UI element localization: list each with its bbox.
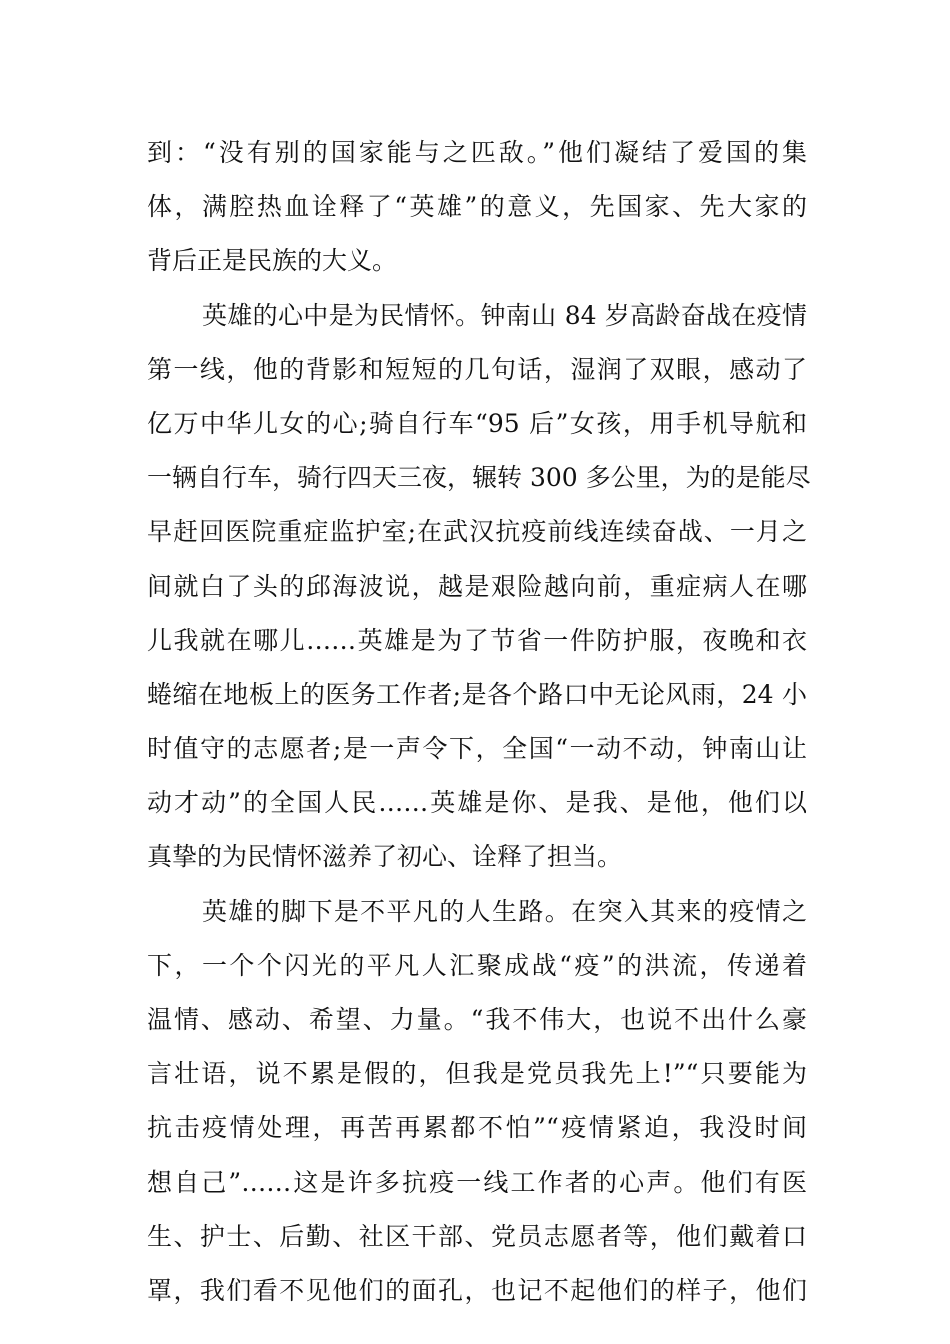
- text-line: 儿我就在哪儿……英雄是为了节省一件防护服，夜晚和衣: [147, 625, 807, 655]
- text-line: 早赶回医院重症监护室;在武汉抗疫前线连续奋战、一月之: [147, 517, 807, 547]
- paragraph-first-line: 英雄的心中是为民情怀。钟南山 84 岁高龄奋战在疫情: [202, 300, 807, 330]
- text-line: 亿万中华儿女的心;骑自行车“95 后”女孩，用手机导航和: [147, 408, 807, 438]
- text-line: 一辆自行车，骑行四天三夜，辗转 300 多公里，为的是能尽: [147, 463, 811, 493]
- text-line: 蜷缩在地板上的医务工作者;是各个路口中无论风雨，24 小: [147, 679, 807, 709]
- text-line: 罩，我们看不见他们的面孔，也记不起他们的样子，他们: [147, 1275, 807, 1305]
- text-line: 动才动”的全国人民……英雄是你、是我、是他，他们以: [147, 788, 807, 818]
- text-line: 体，满腔热血诠释了“英雄”的意义，先国家、先大家的: [147, 192, 807, 222]
- text-line: 下，一个个闪光的平凡人汇聚成战“疫”的洪流，传递着: [147, 950, 807, 980]
- text-line: 第一线，他的背影和短短的几句话，湿润了双眼，感动了: [147, 354, 807, 384]
- paragraph-end-line: 真挚的为民情怀滋养了初心、诠释了担当。: [147, 842, 623, 872]
- paragraph-end-line: 背后正是民族的大义。: [147, 246, 398, 276]
- text-line: 时值守的志愿者;是一声令下，全国“一动不动，钟南山让: [147, 734, 807, 764]
- text-line: 言壮语，说不累是假的，但我是党员我先上!”“只要能为: [147, 1059, 807, 1089]
- text-line: 间就白了头的邱海波说，越是艰险越向前，重症病人在哪: [147, 571, 807, 601]
- text-line: 想自己”……这是许多抗疫一线工作者的心声。他们有医: [147, 1167, 807, 1197]
- text-line: 生、护士、后勤、社区干部、党员志愿者等，他们戴着口: [147, 1221, 807, 1251]
- text-line: 抗击疫情处理，再苦再累都不怕”“疫情紧迫，我没时间: [147, 1113, 807, 1143]
- text-line: 温情、感动、希望、力量。“我不伟大，也说不出什么豪: [147, 1005, 807, 1034]
- document-body: [147, 126, 811, 1318]
- paragraph-first-line: 英雄的脚下是不平凡的人生路。在突入其来的疫情之: [202, 896, 807, 926]
- text-line: 到：“没有别的国家能与之匹敌。”他们凝结了爱国的集: [147, 138, 807, 167]
